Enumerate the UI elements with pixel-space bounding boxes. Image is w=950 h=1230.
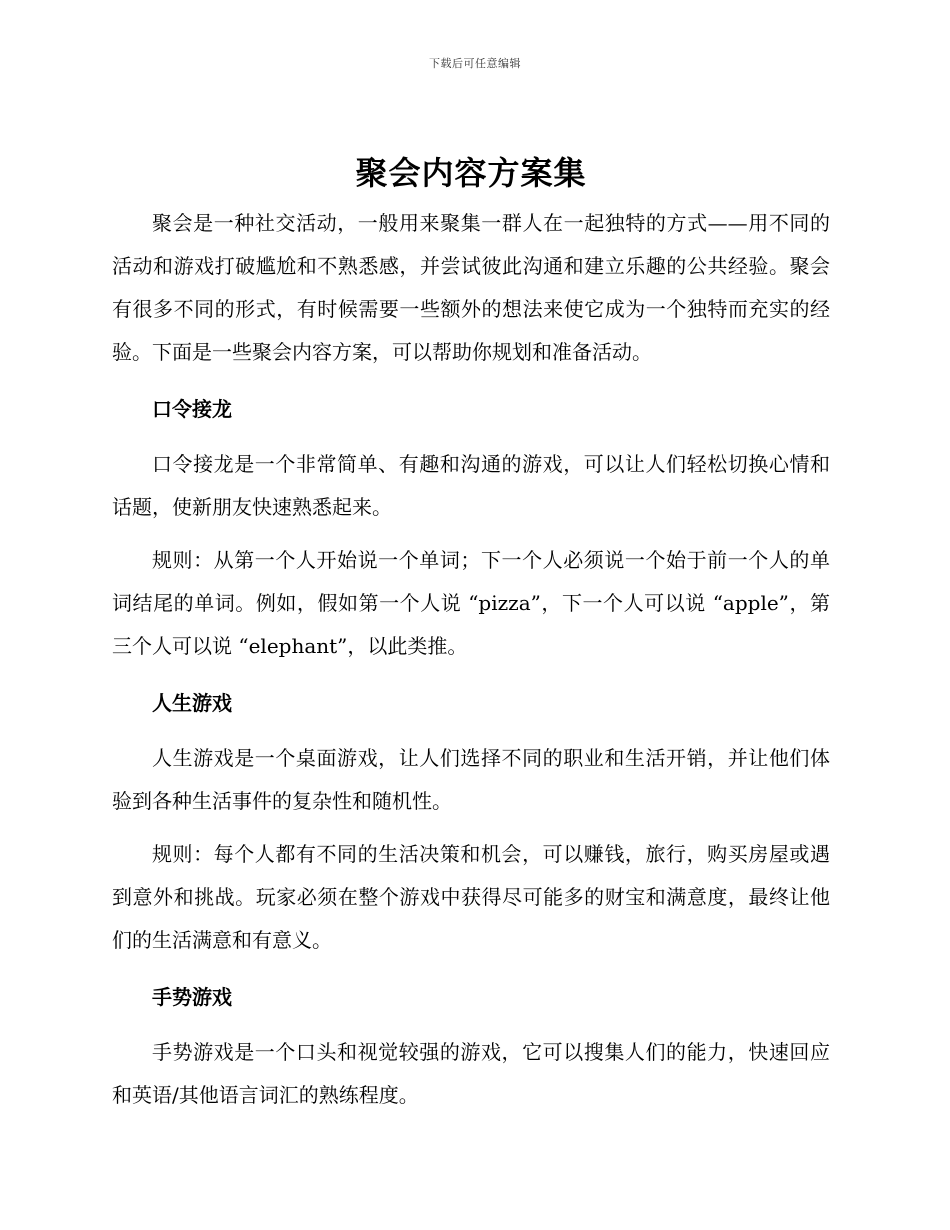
document-body — [112, 150, 830, 1117]
section-heading: 口令接龙 — [152, 397, 232, 421]
document-title: 聚会内容方案集 — [355, 154, 587, 192]
section-rules-paragraph: 规则：从第一个人开始说一个单词；下一个人必须说一个始于前一个人的单词结尾的单词。例如，假如第一个人说 “pizza”，下一个人可以说 “apple”，第三个人可以说 “elephant”，以此类推。 — [112, 548, 830, 658]
section-paragraph: 口令接龙是一个非常简单、有趣和沟通的游戏，可以让人们轻松切换心情和话题，使新朋友快速熟悉起来。 — [112, 452, 830, 519]
section-rules-paragraph: 规则：每个人都有不同的生活决策和机会，可以赚钱，旅行，购买房屋或遇到意外和挑战。玩家必须在整个游戏中获得尽可能多的财宝和满意度，最终让他们的生活满意和有意义。 — [112, 842, 830, 952]
section-heading: 手势游戏 — [152, 985, 232, 1009]
section-gesture-game — [112, 976, 830, 1117]
header-note: 下载后可任意编辑 — [429, 57, 521, 70]
section-paragraph: 人生游戏是一个桌面游戏，让人们选择不同的职业和生活开销，并让他们体验到各种生活事件的复杂性和随机性。 — [112, 746, 830, 813]
section-password-chain — [112, 388, 830, 668]
intro-paragraph: 聚会是一种社交活动，一般用来聚集一群人在一起独特的方式——用不同的活动和游戏打破尴尬和不熟悉感，并尝试彼此沟通和建立乐趣的公共经验。聚会有很多不同的形式，有时候需要一些额外的想法来使它成为一个独特而充实的经验。下面是一些聚会内容方案，可以帮助你规划和准备活动。 — [112, 211, 830, 364]
section-life-game — [112, 682, 830, 962]
section-heading: 人生游戏 — [152, 691, 232, 715]
section-paragraph: 手势游戏是一个口头和视觉较强的游戏，它可以搜集人们的能力，快速回应和英语/其他语言词汇的熟练程度。 — [112, 1040, 830, 1107]
